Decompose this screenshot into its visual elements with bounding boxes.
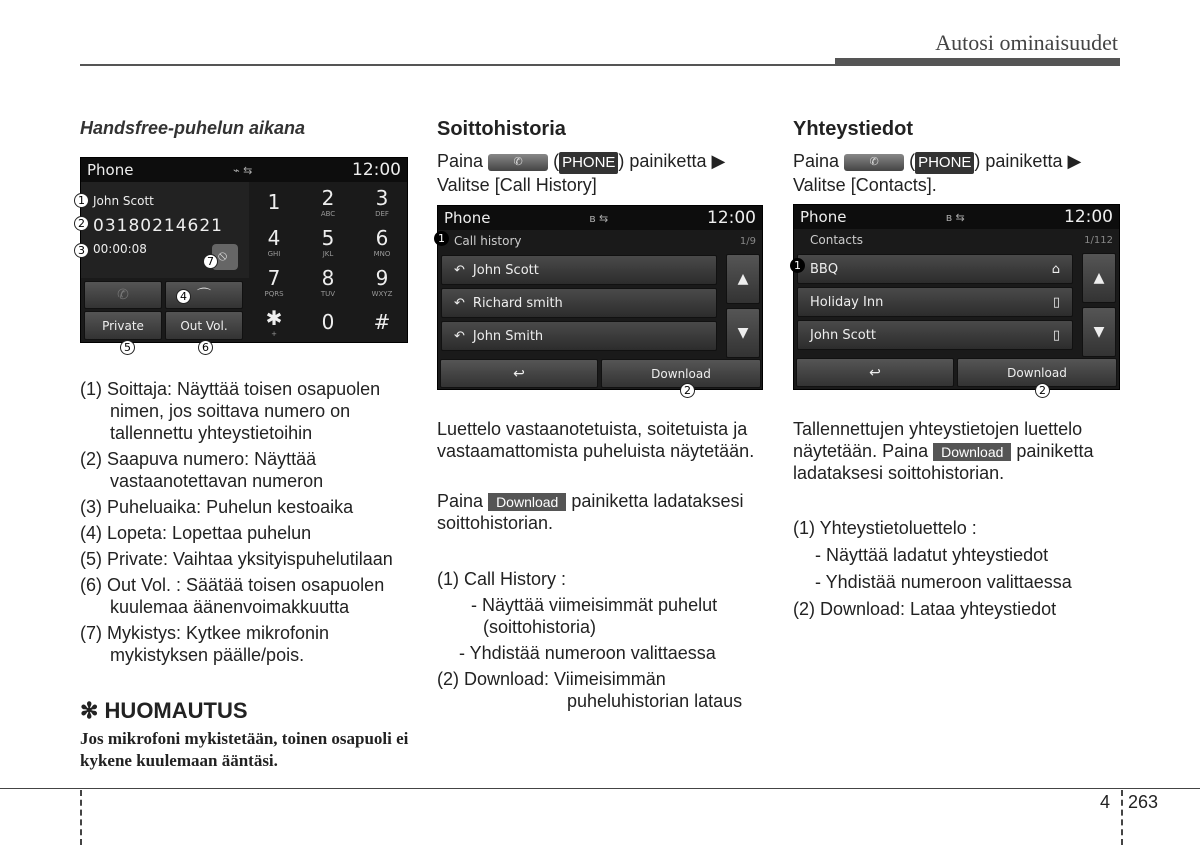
contact-name: John Scott [472,262,539,278]
marker-3: 3 [74,243,89,258]
history-legend [437,568,767,712]
mobile-icon: ▯ [1052,327,1060,343]
contact-name: Richard smith [472,295,563,311]
arrow-up-icon: ▲ [1093,270,1105,286]
instruction-text: Valitse [Contacts]. [793,175,937,195]
key-letters: WXYZ [371,290,393,298]
arrow-up-icon: ▲ [737,271,749,287]
mobile-icon: ▯ [1052,294,1060,310]
phone-key-icon: ✆ [844,154,904,171]
legend-item: (7) Mykistys: Kytkee mikrofonin mykistyksen päälle/pois. [80,623,330,665]
bluetooth-icon: ʙ ⇆ [945,210,965,224]
scroll-down-button[interactable] [1082,307,1116,357]
marker-2: 2 [1035,383,1050,398]
running-header: Autosi ominaisuudet [935,30,1118,55]
history-list [438,255,720,351]
legend-item: (2) Download: Lataa yhteystiedot [793,599,1057,619]
key-digit: 3 [375,186,389,210]
header-bar [835,58,1120,66]
key-digit: 4 [267,226,281,250]
key-digit: 9 [375,266,389,290]
legend-item: (1) Soittaja: Näyttää toisen osapuolen nimen, jos soittava numero on tallennettu yhteystietoihin [80,379,381,443]
marker-2: 2 [680,383,695,398]
marker-7: 7 [203,254,218,269]
out-vol-button[interactable]: Out Vol. [165,311,243,340]
keypad-key[interactable] [247,182,301,222]
keypad-key[interactable] [247,302,301,342]
keypad-key[interactable] [247,222,301,262]
contact-name: John Smith [472,328,544,344]
footer-rule [0,788,1200,789]
marker-4: 4 [176,289,191,304]
crop-mark [80,790,82,845]
legend-item: (1) Call History : [437,569,567,589]
call-history-screen [437,205,763,390]
key-letters: TUV [320,290,336,298]
arrow-down-icon: ▼ [737,325,749,341]
contacts-screen [793,204,1120,390]
list-item[interactable] [441,288,717,318]
instruction-text: Valitse [Call History] [437,175,597,195]
key-letters: GHI [267,250,281,258]
arrow-down-icon: ▼ [1093,324,1105,340]
instruction-text: painiketta ladataksesi soittohistorian. [437,491,744,533]
back-icon: ↩ [513,365,525,382]
key-letters: + [271,330,277,338]
contact-name: Holiday Inn [810,294,884,310]
phone-key-icon: ✆ [488,154,548,171]
key-digit: # [373,310,391,334]
download-button[interactable]: Download [957,358,1117,387]
download-label: Download [488,493,566,511]
section-subtitle: Handsfree-puhelun aikana [80,118,306,138]
instruction: Paina ✆ ( PHONE ) painiketta ▶ Valitse [Contacts]. [793,151,1082,195]
download-label: Download [933,443,1011,461]
list-item[interactable] [797,287,1073,317]
keypad-key[interactable] [355,182,408,222]
keypad-key[interactable] [301,222,355,262]
back-button[interactable] [796,358,954,387]
list-item[interactable] [441,255,717,285]
marker-2: 2 [74,216,89,231]
legend-list [80,378,410,666]
list-item[interactable] [441,321,717,351]
accept-call-button[interactable] [84,281,162,309]
key-digit: 2 [321,186,335,210]
page-counter: 1/9 [739,235,756,247]
note-body: Jos mikrofoni mykistetään, toinen osapuoli ei kykene kuulemaan ääntäsi. [80,729,409,770]
status-bar [438,206,762,230]
keypad-key[interactable] [301,302,355,342]
key-digit: 0 [321,310,335,334]
marker-5: 5 [120,340,135,355]
key-digit: 5 [321,226,335,250]
app-name: Phone [800,208,847,226]
call-duration: 00:00:08 [93,242,147,256]
key-letters: MNO [373,250,391,258]
key-digit: ✱ [265,306,283,330]
clock: 12:00 [352,160,401,180]
contacts-legend [793,517,1123,620]
legend-item: (1) Yhteystietoluettelo : [793,518,977,538]
contact-list [794,254,1076,350]
phone-label: PHONE [915,152,974,174]
legend-item: (6) Out Vol. : Säätää toisen osapuolen kuulemaa äänenvoimakkuutta [80,575,385,617]
keypad-key[interactable] [355,262,408,302]
clock: 12:00 [1064,207,1113,227]
legend-item: (2) Saapuva numero: Näyttää vastaanotettavan numeron [80,449,324,491]
marker-1: 1 [74,193,89,208]
app-name: Phone [444,209,491,227]
key-digit: 6 [375,226,389,250]
list-header [438,230,762,252]
private-button[interactable]: Private [84,311,162,340]
legend-item: (5) Private: Vaihtaa yksityispuhelutilaan [80,549,393,569]
status-bar [81,158,407,182]
page-counter: 1/112 [1084,234,1113,246]
section-title: Yhteystiedot [793,118,914,140]
keypad-key[interactable] [301,262,355,302]
legend-item: (3) Puheluaika: Puhelun kestoaika [80,497,354,517]
instruction-text: Paina [793,151,840,171]
back-button[interactable] [440,359,598,388]
instruction-text: ) painiketta ▶ [974,151,1082,171]
scroll-up-button[interactable] [1082,253,1116,303]
instruction: Paina ✆ ( PHONE ) painiketta ▶ Valitse [Call History] [437,151,726,195]
keypad-key[interactable] [247,262,301,302]
dial-keypad [247,182,408,342]
description [793,418,1123,484]
instruction-text: painiketta ladataksesi soittohistorian. [793,441,1094,483]
instruction-text: Paina [437,491,484,511]
instruction-text: ) painiketta ▶ [618,151,726,171]
crop-mark [1121,790,1123,845]
marker-1: 1 [434,231,449,246]
legend-item: (4) Lopeta: Lopettaa puhelun [80,523,312,543]
caller-name: John Scott [93,194,154,208]
keypad-key[interactable] [355,222,408,262]
phone-label: PHONE [559,152,618,174]
list-header [794,229,1119,251]
caller-number: 03180214621 [93,216,223,236]
legend-item: - Näyttää ladatut yhteystiedot [815,545,1049,565]
scroll-down-button[interactable] [726,308,760,358]
key-digit: 8 [321,266,335,290]
scroll-up-button[interactable] [726,254,760,304]
home-icon: ⌂ [1051,261,1060,277]
list-title: Call history [454,234,522,248]
legend-item: - Yhdistää numeroon valittaessa [459,643,716,663]
key-letters: DEF [375,210,389,218]
marker-1: 1 [790,258,805,273]
status-bar [794,205,1119,229]
clock: 12:00 [707,208,756,228]
bluetooth-icon: ⌁ ⇆ [233,163,253,177]
back-icon: ↩ [869,364,881,381]
legend-item: - Näyttää viimeisimmät puhelut (soittohistoria) [471,595,718,637]
page-number: 263 [1128,792,1159,812]
key-digit: 1 [267,190,281,214]
keypad-key[interactable] [301,182,355,222]
chapter-number: 4 [1100,792,1111,812]
call-icon: ↶ [454,262,465,278]
keypad-key[interactable] [355,302,408,342]
legend-item: (2) Download: Viimeisimmän puheluhistorian lataus [437,669,743,711]
key-digit: 7 [267,266,281,290]
phone-accept-icon: ✆ [117,287,129,303]
bluetooth-icon: ʙ ⇆ [589,211,609,225]
marker-6: 6 [198,340,213,355]
key-letters: PQRS [264,290,284,298]
instruction-text: Paina [437,151,484,171]
call-info [81,182,249,278]
call-icon: ↶ [454,328,465,344]
download-instruction [437,490,767,534]
description: Luettelo vastaanotetuista, soitetuista ja vastaamattomista puheluista näytetään. [437,419,755,461]
call-icon: ↶ [454,295,465,311]
list-item[interactable] [797,320,1073,350]
download-button[interactable]: Download [601,359,761,388]
key-letters: JKL [322,250,334,258]
key-letters: ABC [320,210,336,218]
call-screen [80,157,408,343]
note-title: ✻ HUOMAUTUS [80,698,248,723]
legend-item: - Yhdistää numeroon valittaessa [815,572,1072,592]
contact-name: BBQ [810,261,839,277]
mic-mute-icon: ⦸ [218,248,228,264]
instruction-text: Tallennettujen yhteystietojen luettelo näytetään. Paina [793,419,1083,461]
phone-hangup-icon: ⌒ [197,288,211,304]
app-name: Phone [87,161,134,179]
list-item[interactable] [797,254,1073,284]
contact-name: John Scott [810,327,876,343]
section-title: Soittohistoria [437,118,566,140]
list-title: Contacts [810,233,863,247]
